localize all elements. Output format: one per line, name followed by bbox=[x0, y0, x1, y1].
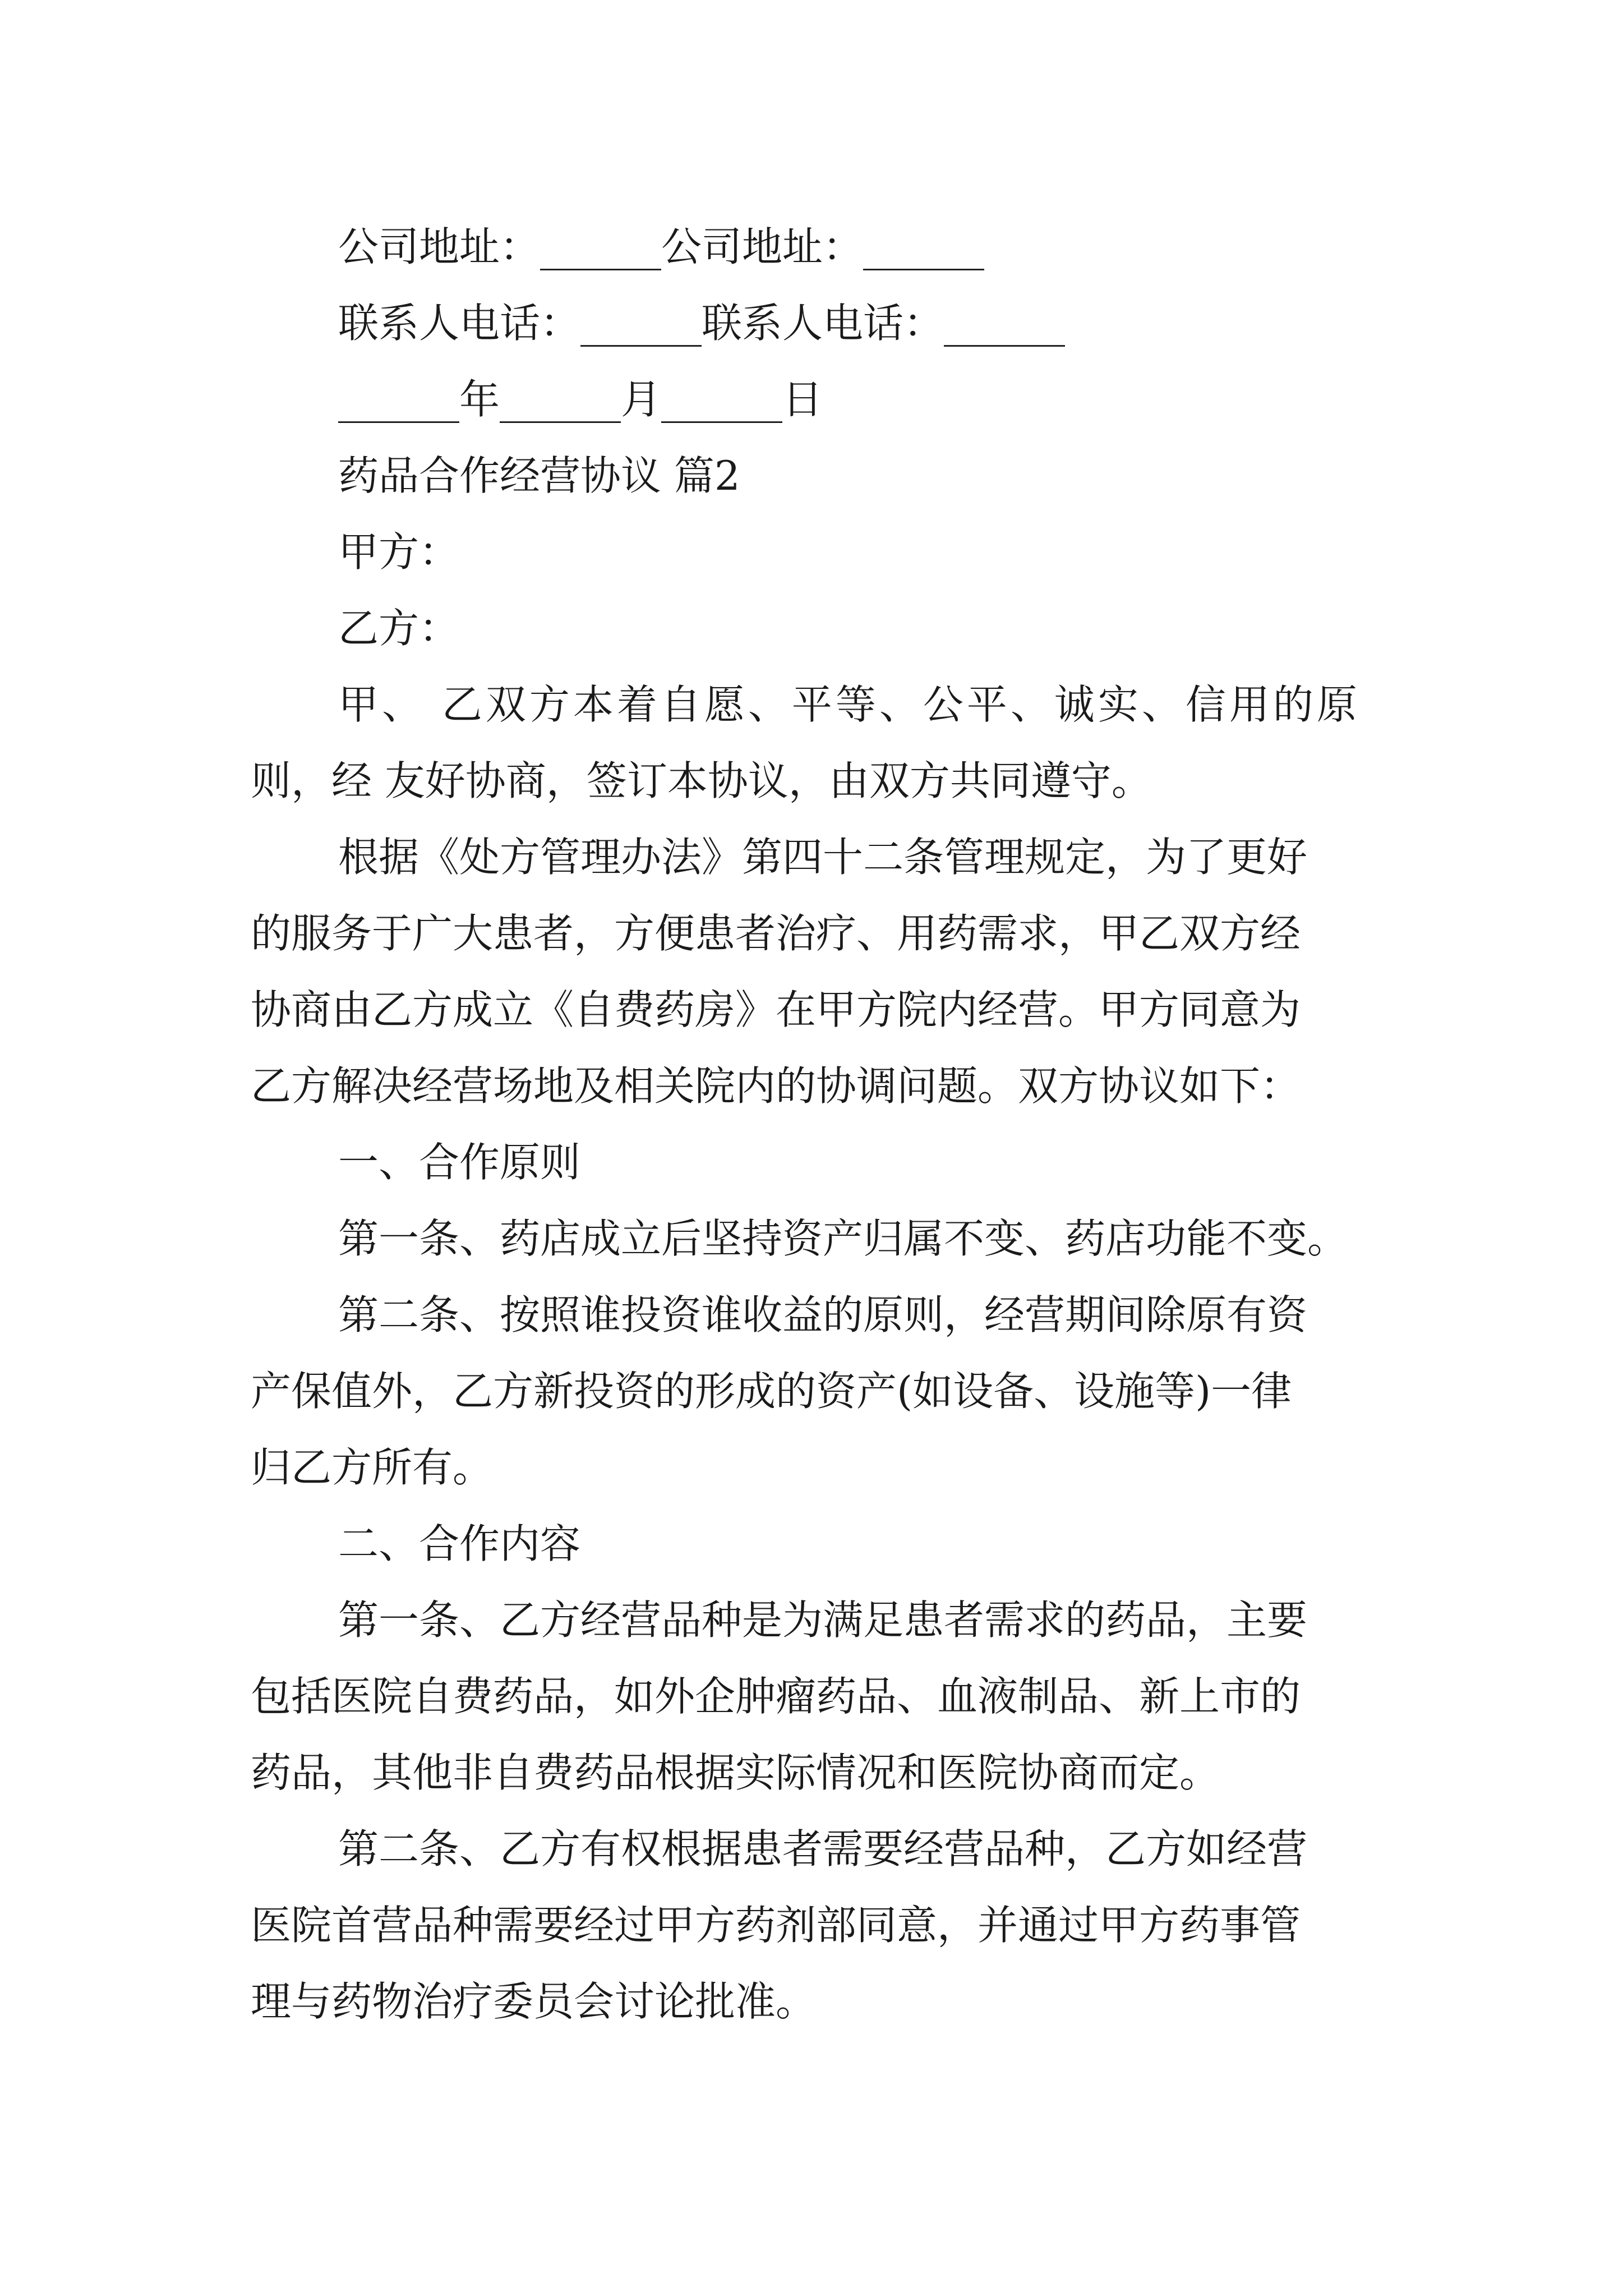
heading-cooperation-content: 二、合作内容 bbox=[338, 1520, 581, 1567]
heading-cooperation-principles: 一、合作原则 bbox=[338, 1139, 581, 1186]
article-line: 第二条、乙方有权根据患者需要经营品种，乙方如经营 bbox=[338, 1825, 1308, 1872]
article-line: 第一条、药店成立后坚持资产归属不变、药店功能不变。 bbox=[338, 1215, 1348, 1262]
article-line: 包括医院自费药品，如外企肿瘤药品、血液制品、新上市的 bbox=[251, 1673, 1301, 1720]
party-a-label: 甲方： bbox=[338, 528, 460, 576]
date-line: ______年______月______日 bbox=[338, 376, 823, 423]
article-line: 归乙方所有。 bbox=[251, 1444, 494, 1491]
paragraph-line: 根据《处方管理办法》第四十二条管理规定，为了更好 bbox=[338, 834, 1308, 881]
paragraph-line: 则，经 友好协商，签订本协议，由双方共同遵守。 bbox=[251, 757, 1152, 804]
article-line: 理与药物治疗委员会讨论批准。 bbox=[251, 1978, 817, 2025]
company-address-line: 公司地址：______公司地址：______ bbox=[338, 223, 985, 270]
article-line: 医院首营品种需要经过甲方药剂部同意，并通过甲方药事管 bbox=[251, 1902, 1301, 1949]
contact-phone-line: 联系人电话：______联系人电话：______ bbox=[338, 300, 1066, 347]
paragraph-line: 协商由乙方成立《自费药房》在甲方院内经营。甲方同意为 bbox=[251, 986, 1301, 1033]
paragraph-line: 的服务于广大患者，方便患者治疗、用药需求，甲乙双方经 bbox=[251, 910, 1301, 957]
article-line: 第一条、乙方经营品种是为满足患者需求的药品，主要 bbox=[338, 1596, 1308, 1644]
paragraph-line: 甲、 乙双方本着自愿、平等、公平、诚实、信用的原 bbox=[338, 681, 1361, 728]
article-line: 产保值外，乙方新投资的形成的资产(如设备、设施等)一律 bbox=[251, 1368, 1292, 1415]
section-title: 药品合作经营协议 篇2 bbox=[338, 452, 740, 499]
paragraph-line: 乙方解决经营场地及相关院内的协调问题。双方协议如下： bbox=[251, 1062, 1301, 1110]
article-line: 第二条、按照谁投资谁收益的原则，经营期间除原有资 bbox=[338, 1291, 1308, 1338]
party-b-label: 乙方： bbox=[338, 605, 460, 652]
article-line: 药品，其他非自费药品根据实际情况和医院协商而定。 bbox=[251, 1749, 1220, 1796]
